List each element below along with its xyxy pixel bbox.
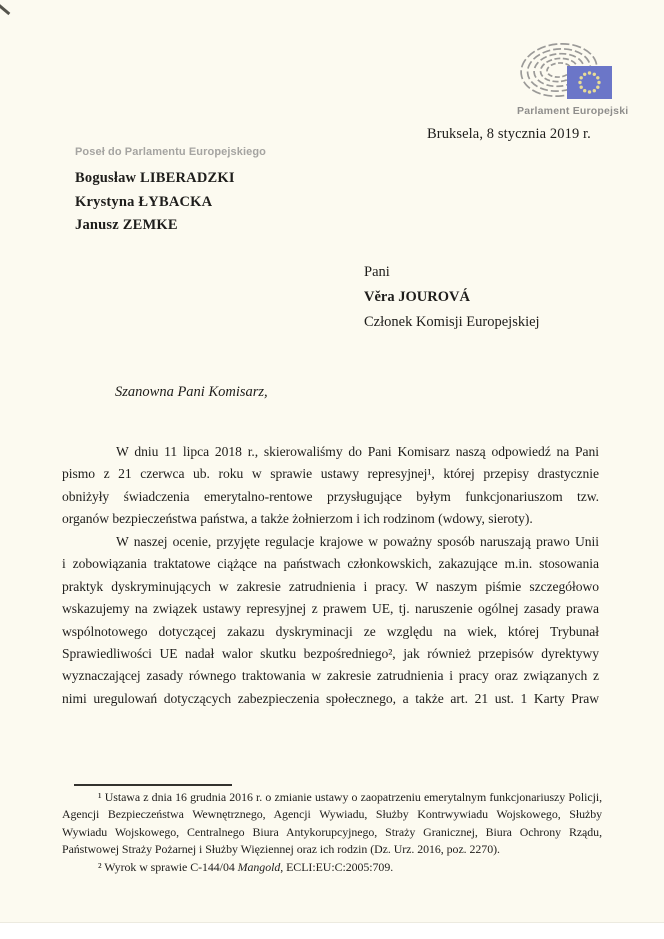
text-line: Sprawiedliwości UE nadał walor skutku bezpośredniego², jak również przepisów dyrektywy [62, 645, 599, 661]
letter-greeting: Szanowna Pani Komisarz, [115, 384, 268, 400]
text-line: nimi uregulowań dotyczących zabezpieczenia społecznego, a także art. 21 ust. 1 Karty Praw [62, 690, 599, 706]
footnote-2 [62, 859, 602, 876]
hemicycle-icon [517, 40, 617, 104]
scan-edge-bottom [0, 922, 664, 939]
footnote-2-text: ² Wyrok w sprawie C-144/04 [98, 859, 238, 874]
footnote-separator [74, 784, 232, 786]
footnote-2-case-name: Mangold [237, 859, 281, 874]
recipient-block [364, 260, 540, 334]
sender-names [75, 167, 235, 238]
eu-flag-icon [567, 66, 612, 99]
text-line: W naszej ocenie, przyjęte regulacje krajowe w poważny sposób naruszają prawo Unii [116, 533, 599, 549]
recipient-title: Członek Komisji Europejskiej [364, 313, 540, 330]
paragraph-2 [62, 531, 599, 711]
text-line: i zobowiązania traktatowe ciążące na państwach członkowskich, zakazujące m.in. stosowania [62, 556, 599, 572]
text-line: wyznaczającej zasady równego traktowania w zakresie zatrudnienia i pracy oraz związanych z [62, 668, 599, 684]
text-line: praktyk dyskryminujących w zakresie zatrudnienia i pracy. W naszym piśmie szczegółowo [62, 578, 599, 594]
footnote-2-ecli: , ECLI:EU:C:2005:709. [280, 859, 394, 874]
text-line: pismo z 21 czerwca ub. roku w sprawie ustawy represyjnej¹, której przepisy drastycznie [62, 466, 599, 482]
text-line: wskazujemy na związek ustawy represyjnej z prawem UE, tj. naruszenie ogólnej zasady prawa [62, 601, 599, 617]
paragraph-1 [62, 441, 599, 531]
text-line: obniżyły świadczenia emerytalno-rentowe przysługujące byłym funkcjonariuszom tzw. [62, 488, 599, 504]
footnotes [62, 789, 602, 876]
letter-body [62, 441, 599, 710]
text-line: W dniu 11 lipca 2018 r., skierowaliśmy do Pani Komisarz naszą odpowiedź na Pani [116, 444, 599, 459]
footnote-1 [62, 789, 602, 859]
text-line: Wywiadu Wojskowego, Centralnego Biura Antykorupcyjnego, Straży Granicznej, Biura Ochrony Rządu, [62, 824, 602, 839]
european-parliament-logo [517, 40, 629, 117]
scan-artifact-top-left [0, 4, 10, 15]
sender-name: Bogusław LIBERADZKI [75, 170, 235, 186]
text-line: Państwowej Straży Pożarnej i Służby Więziennej oraz ich rodzin (Dz. Urz. 2016, poz. 2270). [62, 842, 500, 857]
logo-caption: Parlament Europejski [517, 105, 629, 117]
sender-name: Krystyna ŁYBACKA [75, 193, 213, 210]
text-line: ¹ Ustawa z dnia 16 grudnia 2016 r. o zmianie ustawy o zaopatrzeniu emerytalnym funkcjonariuszy Policji, [98, 790, 602, 804]
date-line: Bruksela, 8 stycznia 2019 r. [427, 126, 591, 142]
sender-role: Poseł do Parlamentu Europejskiego [75, 146, 266, 158]
text-line: wspólnotowego dotyczącej zakazu dyskryminacji ze względu na wiek, której Trybunał [62, 623, 599, 639]
text-line: organów bezpieczeństwa państwa, a także żołnierzom i ich rodzinom (wdowy, sieroty). [62, 511, 533, 527]
recipient-salutation: Pani [364, 264, 390, 280]
text-line: Agencji Bezpieczeństwa Wewnętrznego, Agencji Wywiadu, Służby Kontrwywiadu Wojskowego, Służby [62, 807, 602, 822]
recipient-name: Věra JOUROVÁ [364, 288, 470, 305]
sender-name: Janusz ZEMKE [75, 217, 178, 234]
